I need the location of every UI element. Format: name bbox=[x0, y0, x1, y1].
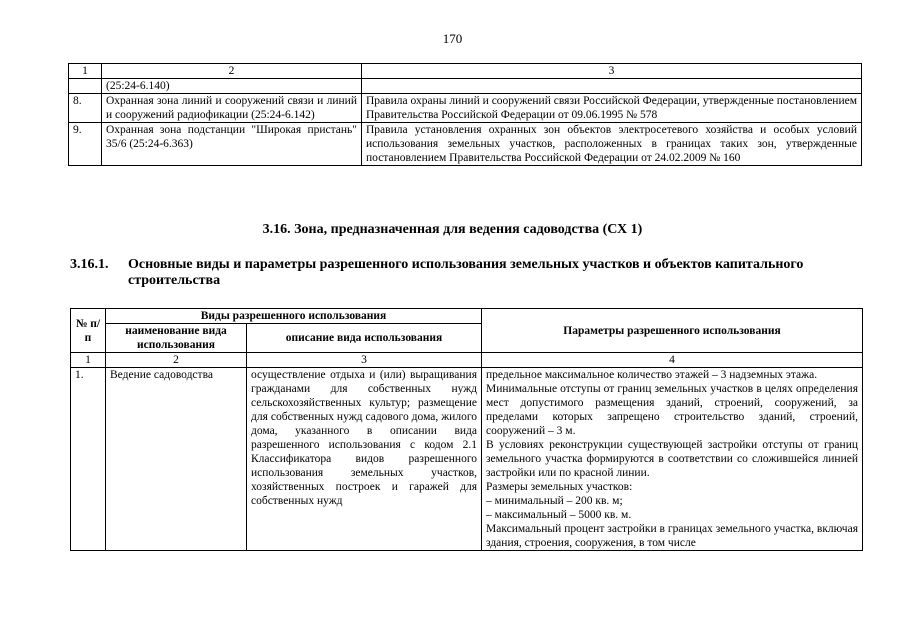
table-row bbox=[69, 79, 862, 94]
permitted-use-table bbox=[70, 308, 863, 551]
header-group: Виды разрешенного использования bbox=[106, 309, 482, 324]
table-row bbox=[71, 368, 863, 551]
param-line: – минимальный – 200 кв. м; bbox=[486, 495, 623, 507]
row-number: 1. bbox=[71, 368, 106, 551]
params-cell bbox=[482, 368, 863, 551]
basis-cell bbox=[362, 79, 862, 94]
header-cell: 3 bbox=[362, 64, 862, 79]
param-line: Максимальный процент застройки в границах земельного участка, включая здания, строения, сооружения, в том числе bbox=[486, 523, 858, 549]
use-description-cell: осуществление отдыха и (или) выращивания гражданами для собственных нужд сельскохозяйственных культур; размещение для собственных нужд садового дома, жилого дома, указанного в описании вида разрешенного использования с кодом 2.1 Классификатора видов разрешенного использования земельных участков, хозяйственных построек и гаражей для собственных нужд bbox=[247, 368, 482, 551]
zone-cell: Охранная зона подстанции "Широкая пристань" 35/6 (25:24-6.363) bbox=[102, 123, 362, 166]
header-name: наименование вида использования bbox=[106, 324, 247, 353]
index-cell: 1 bbox=[71, 353, 106, 368]
index-cell: 2 bbox=[106, 353, 247, 368]
table-row bbox=[69, 123, 862, 166]
row-number: 8. bbox=[69, 94, 102, 123]
subsection-title-line2: строительства bbox=[128, 273, 221, 288]
header-cell: 1 bbox=[69, 64, 102, 79]
param-line: – максимальный – 5000 кв. м. bbox=[486, 509, 632, 521]
overlay-zones-table bbox=[68, 63, 862, 166]
row-number: 9. bbox=[69, 123, 102, 166]
page-number: 170 bbox=[442, 31, 463, 46]
zone-cell: (25:24-6.140) bbox=[102, 79, 362, 94]
row-number bbox=[69, 79, 102, 94]
subsection-title-line1: Основные виды и параметры разрешенного использования земельных участков и объектов капитального bbox=[128, 257, 804, 272]
param-line: Минимальные отступы от границ земельных участков в целях определения мест допустимого размещения зданий, строений, сооружений, за пределами которых запрещено строительство зданий, строений, сооружений – 3 м. bbox=[486, 383, 858, 437]
header-params: Параметры разрешенного использования bbox=[482, 309, 863, 353]
header-desc: описание вида использования bbox=[247, 324, 482, 353]
header-num: № п/п bbox=[71, 309, 106, 353]
param-line: предельное максимальное количество этажей – 3 надземных этажа. bbox=[486, 369, 818, 381]
table-row bbox=[69, 94, 862, 123]
index-cell: 3 bbox=[247, 353, 482, 368]
param-line: В условиях реконструкции существующей застройки отступы от границ земельного участка формируются в соответствии со сложившейся линией застройки или по красной линии. bbox=[486, 439, 858, 479]
index-row bbox=[71, 353, 863, 368]
header-cell: 2 bbox=[102, 64, 362, 79]
zone-cell: Охранная зона линий и сооружений связи и линий и сооружений радиофикации (25:24-6.142) bbox=[102, 94, 362, 123]
table-header-row bbox=[69, 64, 862, 79]
index-cell: 4 bbox=[482, 353, 863, 368]
subsection-number: 3.16.1. bbox=[70, 257, 109, 272]
subsection-title bbox=[70, 257, 870, 289]
use-name-cell: Ведение садоводства bbox=[106, 368, 247, 551]
section-title: 3.16. Зона, предназначенная для ведения садоводства (СХ 1) bbox=[262, 222, 643, 237]
basis-cell: Правила установления охранных зон объектов электросетевого хозяйства и особых условий использования земельных участков, расположенных в границах таких зон, утвержденные постановлением Правительства Российской Федерации от 24.02.2009 № 160 bbox=[362, 123, 862, 166]
table-header-row bbox=[71, 309, 863, 324]
param-line: Размеры земельных участков: bbox=[486, 481, 633, 493]
basis-cell: Правила охраны линий и сооружений связи Российской Федерации, утвержденные постановлением Правительства Российской Федерации от 09.06.1995 № 578 bbox=[362, 94, 862, 123]
